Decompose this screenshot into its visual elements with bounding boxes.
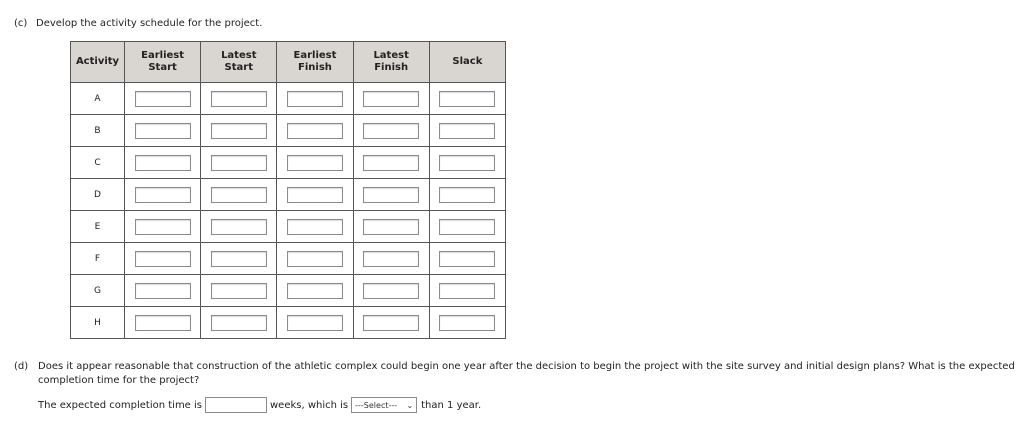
- activity-label: C: [71, 147, 125, 179]
- earliest-start-input[interactable]: [135, 251, 191, 267]
- chevron-down-icon: ⌄: [406, 400, 414, 410]
- earliest-finish-input[interactable]: [287, 315, 343, 331]
- part-d-tag: (d): [14, 361, 29, 372]
- activity-label: F: [71, 243, 125, 275]
- table-row: [71, 307, 506, 339]
- earliest-finish-input[interactable]: [287, 91, 343, 107]
- table-row: [71, 147, 506, 179]
- earliest-start-input[interactable]: [135, 315, 191, 331]
- latest-finish-input[interactable]: [363, 187, 419, 203]
- table-row: [71, 211, 506, 243]
- slack-input[interactable]: [439, 91, 495, 107]
- part-d-question: [14, 360, 1019, 388]
- latest-finish-input[interactable]: [363, 315, 419, 331]
- header-activity: Activity: [71, 42, 125, 83]
- part-d-text-line2: completion time for the project?: [38, 375, 200, 386]
- part-c-text: Develop the activity schedule for the project.: [36, 18, 263, 29]
- table-row: [71, 275, 506, 307]
- latest-finish-input[interactable]: [363, 123, 419, 139]
- latest-start-input[interactable]: [211, 123, 267, 139]
- slack-input[interactable]: [439, 187, 495, 203]
- earliest-start-input[interactable]: [135, 219, 191, 235]
- latest-finish-input[interactable]: [363, 283, 419, 299]
- header-earliest-finish: Earliest Finish: [277, 42, 353, 83]
- latest-finish-input[interactable]: [363, 155, 419, 171]
- latest-start-input[interactable]: [211, 91, 267, 107]
- activity-label: H: [71, 307, 125, 339]
- slack-input[interactable]: [439, 315, 495, 331]
- answer-suffix: than 1 year.: [421, 399, 482, 411]
- answer-mid: weeks, which is: [270, 399, 349, 411]
- part-c-tag: (c): [14, 18, 28, 29]
- latest-start-input[interactable]: [211, 251, 267, 267]
- latest-start-input[interactable]: [211, 155, 267, 171]
- part-d-text-line1: Does it appear reasonable that construction of the athletic complex could begin one year after the decision to begin the project with the site survey and initial design plans? What is the expected: [38, 361, 1015, 372]
- answer-row: [38, 397, 481, 413]
- header-latest-start: Latest Start: [201, 42, 277, 83]
- table-row: [71, 115, 506, 147]
- earliest-finish-input[interactable]: [287, 251, 343, 267]
- latest-finish-input[interactable]: [363, 251, 419, 267]
- latest-start-input[interactable]: [211, 283, 267, 299]
- header-earliest-start: Earliest Start: [125, 42, 201, 83]
- earliest-start-input[interactable]: [135, 155, 191, 171]
- latest-finish-input[interactable]: [363, 91, 419, 107]
- header-latest-finish: Latest Finish: [353, 42, 429, 83]
- latest-finish-input[interactable]: [363, 219, 419, 235]
- latest-start-input[interactable]: [211, 219, 267, 235]
- earliest-start-input[interactable]: [135, 283, 191, 299]
- slack-input[interactable]: [439, 219, 495, 235]
- earliest-start-input[interactable]: [135, 91, 191, 107]
- table-row: [71, 243, 506, 275]
- part-c-prompt: [14, 18, 262, 29]
- earliest-finish-input[interactable]: [287, 283, 343, 299]
- activity-label: G: [71, 275, 125, 307]
- completion-time-input[interactable]: [205, 397, 267, 413]
- earliest-finish-input[interactable]: [287, 123, 343, 139]
- comparison-select[interactable]: [351, 397, 417, 413]
- earliest-start-input[interactable]: [135, 187, 191, 203]
- table-row: [71, 179, 506, 211]
- activity-label: B: [71, 115, 125, 147]
- slack-input[interactable]: [439, 123, 495, 139]
- latest-start-input[interactable]: [211, 315, 267, 331]
- activity-label: A: [71, 83, 125, 115]
- table-header-row: [71, 42, 506, 83]
- table-row: [71, 83, 506, 115]
- slack-input[interactable]: [439, 283, 495, 299]
- answer-prefix: The expected completion time is: [38, 399, 202, 411]
- earliest-finish-input[interactable]: [287, 155, 343, 171]
- header-slack: Slack: [429, 42, 505, 83]
- activity-label: E: [71, 211, 125, 243]
- latest-start-input[interactable]: [211, 187, 267, 203]
- earliest-finish-input[interactable]: [287, 187, 343, 203]
- earliest-start-input[interactable]: [135, 123, 191, 139]
- earliest-finish-input[interactable]: [287, 219, 343, 235]
- activity-schedule-table: [70, 41, 506, 339]
- activity-label: D: [71, 179, 125, 211]
- slack-input[interactable]: [439, 251, 495, 267]
- slack-input[interactable]: [439, 155, 495, 171]
- comparison-select-value: ---Select---: [355, 400, 398, 410]
